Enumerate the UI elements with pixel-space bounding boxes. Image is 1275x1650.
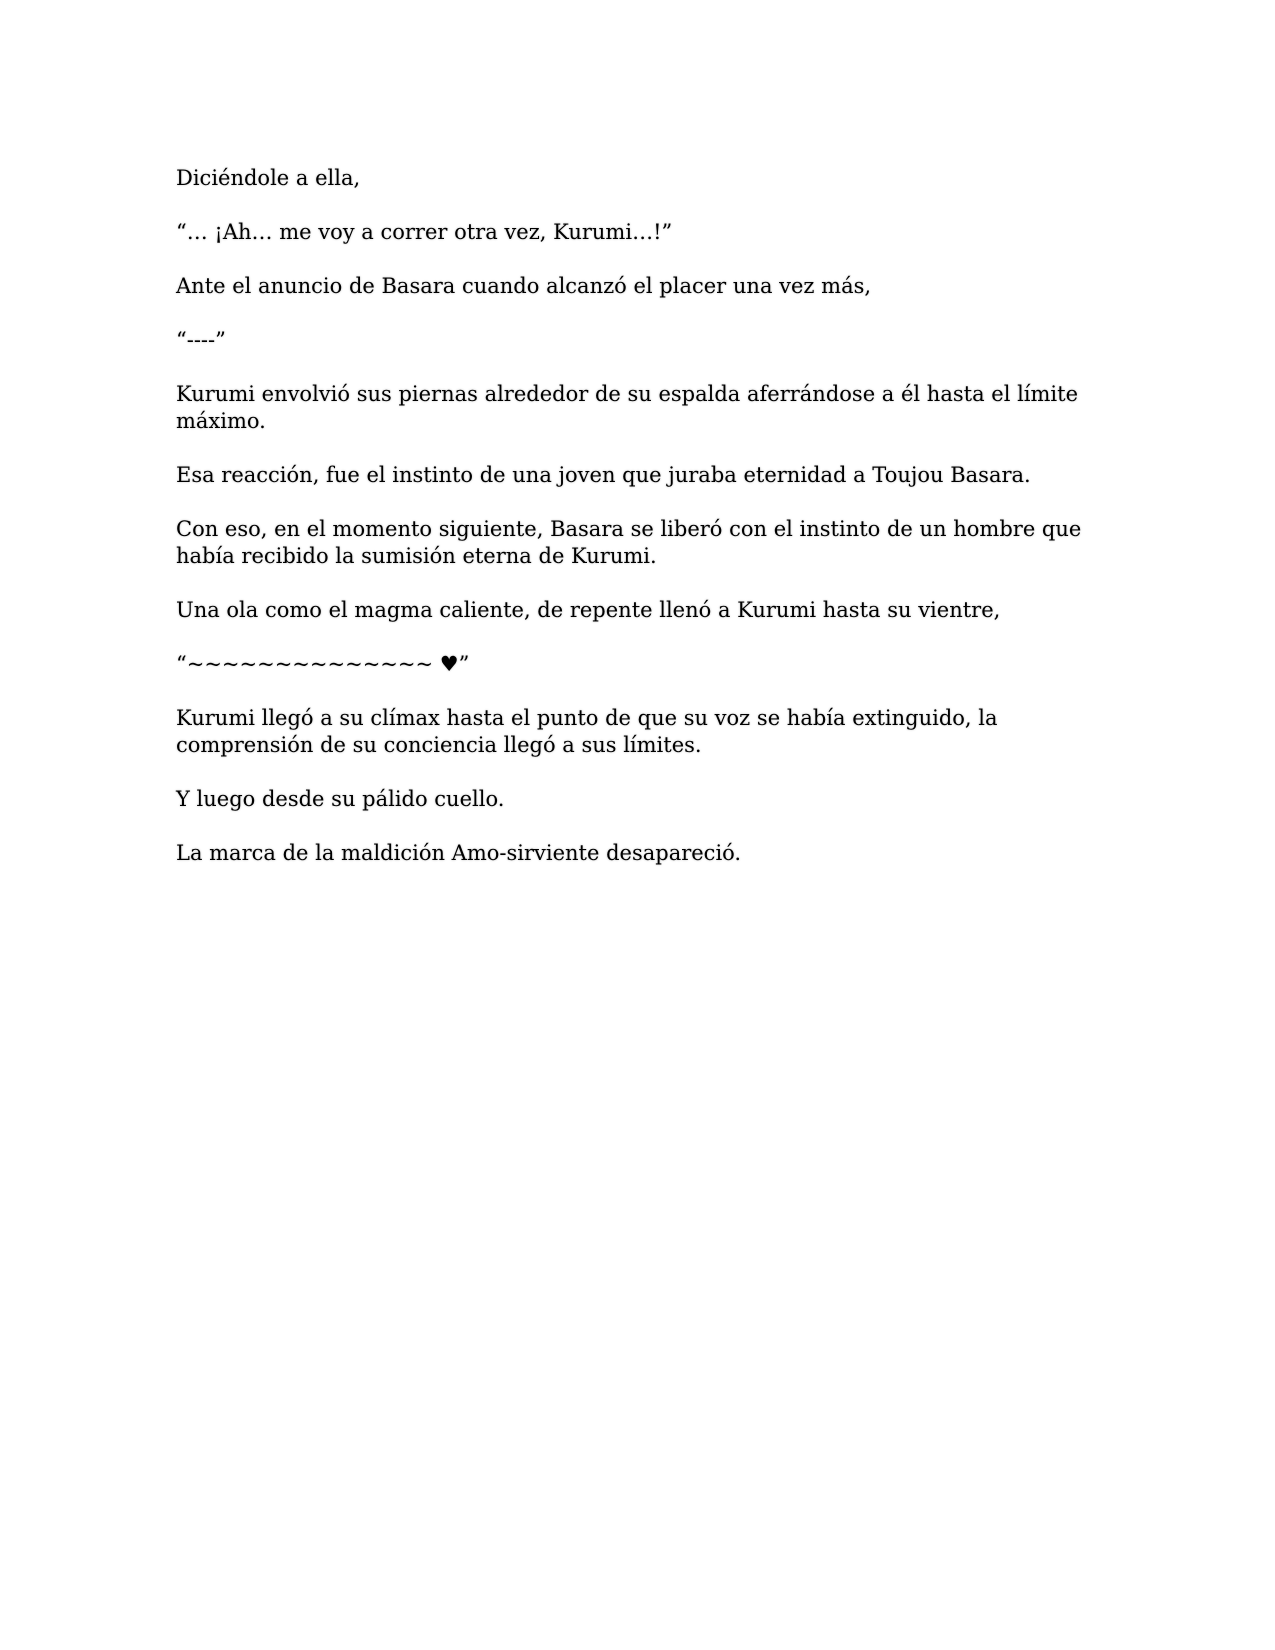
paragraph: “----” (176, 328, 226, 352)
paragraph: La marca de la maldición Amo-sirviente desapareció. (176, 841, 742, 865)
paragraph: Esa reacción, fue el instinto de una joven que juraba eternidad a Toujou Basara. (176, 463, 1031, 487)
paragraph: Kurumi envolvió sus piernas alrededor de su espalda aferrándose a él hasta el límite máximo. (176, 382, 1085, 433)
paragraph: Y luego desde su pálido cuello. (176, 787, 505, 811)
paragraph: Con eso, en el momento siguiente, Basara se liberó con el instinto de un hombre que había recibido la sumisión eterna de Kurumi. (176, 517, 1089, 568)
paragraph: “… ¡Ah… me voy a correr otra vez, Kurumi…!” (176, 220, 673, 244)
paragraph: Diciéndole a ella, (176, 166, 361, 190)
paragraph: Ante el anuncio de Basara cuando alcanzó el placer una vez más, (176, 274, 872, 298)
paragraph: Una ola como el magma caliente, de repente llenó a Kurumi hasta su vientre, (176, 598, 1001, 622)
body-text (176, 165, 1116, 894)
paragraph: Kurumi llegó a su clímax hasta el punto de que su voz se había extinguido, la comprensión de su conciencia llegó a sus límites. (176, 706, 1005, 757)
paragraph: “~~~~~~~~~~~~~~ ♥” (176, 652, 470, 676)
